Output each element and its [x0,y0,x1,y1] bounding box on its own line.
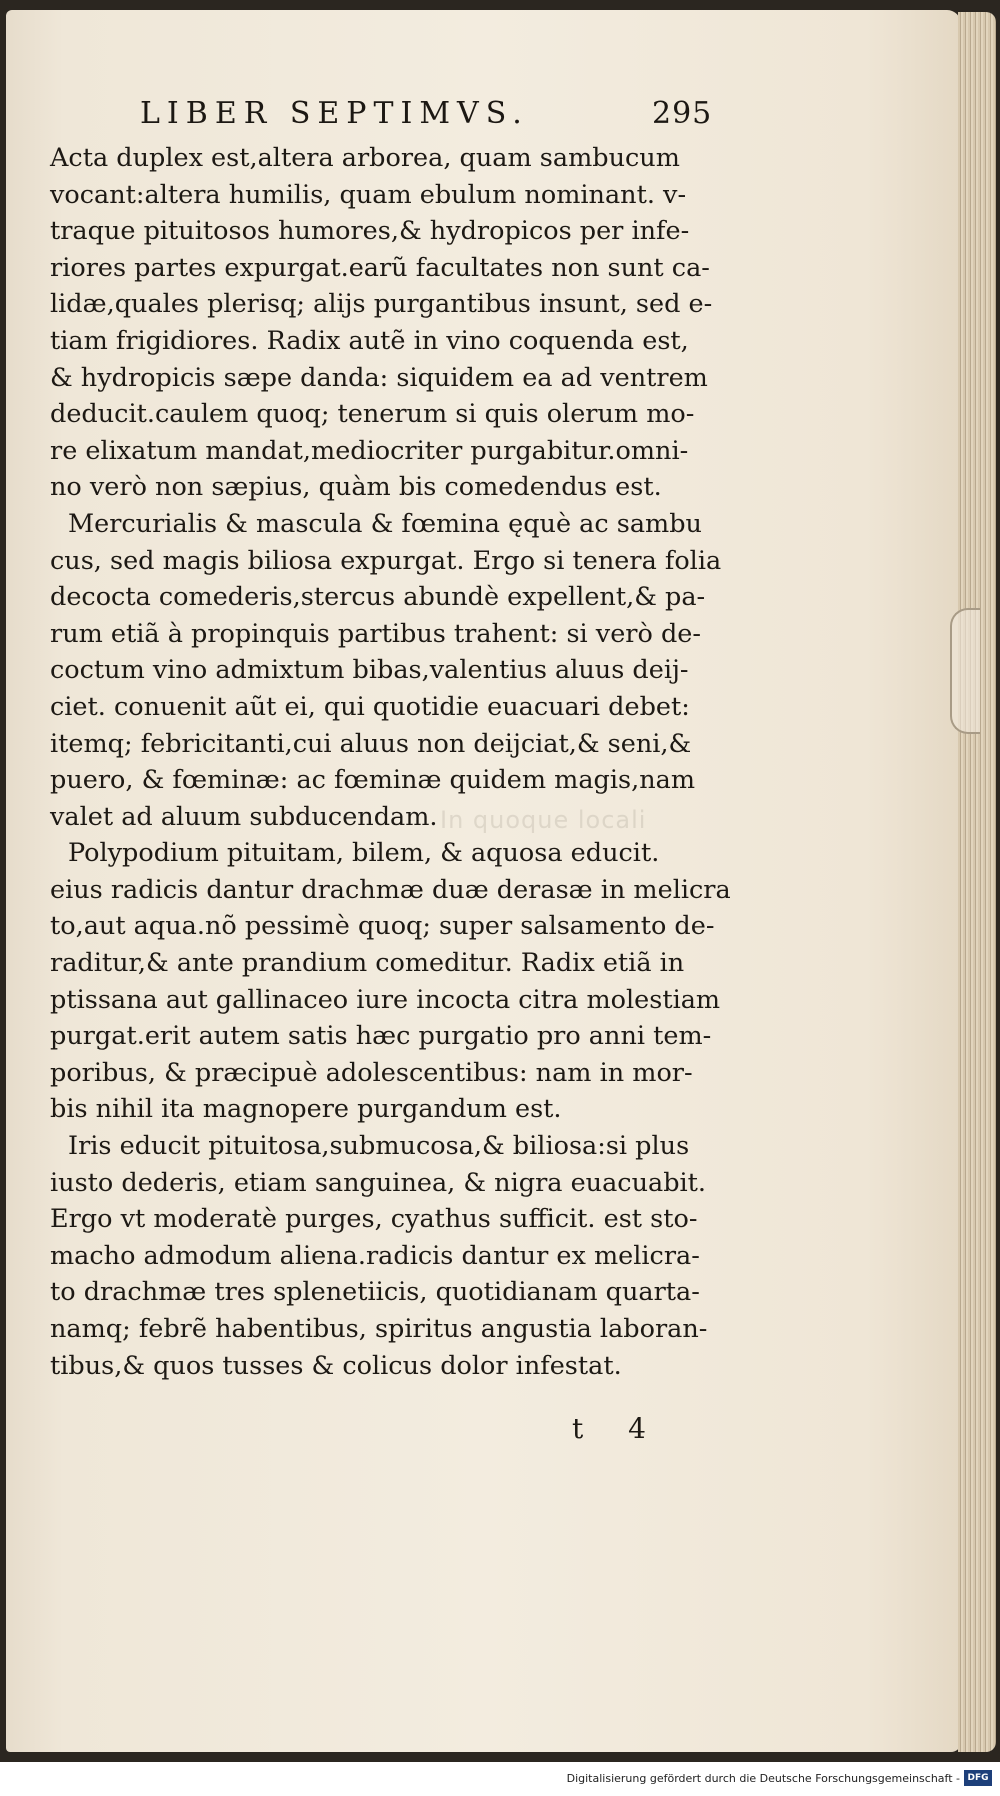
running-header [140,96,720,131]
text-line: tiam frigidiores. Radix autẽ in vino coquenda est, [50,325,689,356]
text-line: raditur,& ante prandium comeditur. Radix etiã in [50,948,685,979]
text-line: Iris educit pituitosa,submucosa,& biliosa:si plus [68,1131,690,1162]
text-line: eius radicis dantur drachmæ duæ derasæ in melicra [50,874,731,905]
text-line: rum etiã à propinquis partibus trahent: si verò de- [50,618,701,649]
text-line: to drachmæ tres splenetiicis, quotidianam quarta- [50,1277,700,1308]
text-line: Acta duplex est,altera arborea, quam sambucum [50,143,680,173]
text-line: namq; febrẽ habentibus, spiritus angustia laboran- [50,1314,708,1344]
text-line: lidæ,quales plerisq; alijs purgantibus insunt, sed e- [50,289,713,320]
text-line: Mercurialis & mascula & fœmina ęquè ac sambu [68,508,702,539]
digitization-footer [0,1762,1000,1796]
text-line: no verò non sæpius, quàm bis comedendus est. [50,472,662,503]
text-line: tibus,& quos tusses & colicus dolor infestat. [50,1350,622,1381]
text-line: deducit.caulem quoq; tenerum si quis olerum mo- [50,399,695,430]
page-edges [958,12,996,1752]
dfg-logo: DFG [964,1770,992,1786]
text-line: coctum vino admixtum bibas,valentius aluus deij- [50,655,689,686]
page-number: 295 [652,96,713,131]
text-line: purgat.erit autem satis hæc purgatio pro anni tem- [50,1021,712,1052]
text-line: ptissana aut gallinaceo iure incocta citra molestiam [50,984,721,1015]
text-line: Polypodium pituitam, bilem, & aquosa educit. [68,838,660,869]
text-line: Ergo vt moderatè purges, cyathus sufficit. est sto- [50,1204,698,1235]
text-line: riores partes expurgat.earũ facultates non sunt ca- [50,252,710,283]
bleed-through-text: In quoque locali [440,806,647,834]
text-line: bis nihil ita magnopere purgandum est. [50,1094,562,1125]
text-line: ciet. conuenit aũt ei, qui quotidie euacuari debet: [50,691,690,722]
body-text [50,140,750,1384]
paragraph-acta [50,140,750,506]
text-line: to,aut aqua.nõ pessimè quoq; super salsamento de- [50,911,715,942]
paragraph-polypodium [50,835,750,1128]
text-line: iusto dederis, etiam sanguinea, & nigra euacuabit. [50,1167,707,1198]
text-line: puero, & fœminæ: ac fœminæ quidem magis,nam [50,765,696,796]
funding-credit: Digitalisierung gefördert durch die Deutsche Forschungsgemeinschaft - [566,1772,960,1785]
text-line: valet ad aluum subducendam. [50,801,438,832]
text-line: re elixatum mandat,mediocriter purgabitur.omni- [50,435,689,466]
text-line: traque pituitosos humores,& hydropicos per infe- [50,216,690,247]
text-line: poribus, & præcipuè adolescentibus: nam in mor- [50,1057,693,1088]
signature-mark: t 4 [572,1412,664,1445]
running-title: LIBER SEPTIMVS. [140,96,529,131]
text-line: cus, sed magis biliosa expurgat. Ergo si tenera folia [50,545,722,576]
text-line: vocant:altera humilis, quam ebulum nominant. v- [50,179,687,210]
page-clip-mark [950,608,980,734]
paragraph-iris [50,1128,750,1384]
text-line: & hydropicis sæpe danda: siquidem ea ad ventrem [50,362,708,393]
paragraph-mercurialis [50,506,750,835]
text-line: decocta comederis,stercus abundè expellent,& pa- [50,582,706,613]
text-line: macho admodum aliena.radicis dantur ex melicra- [50,1240,700,1271]
text-line: itemq; febricitanti,cui aluus non deijciat,& seni,& [50,728,692,759]
